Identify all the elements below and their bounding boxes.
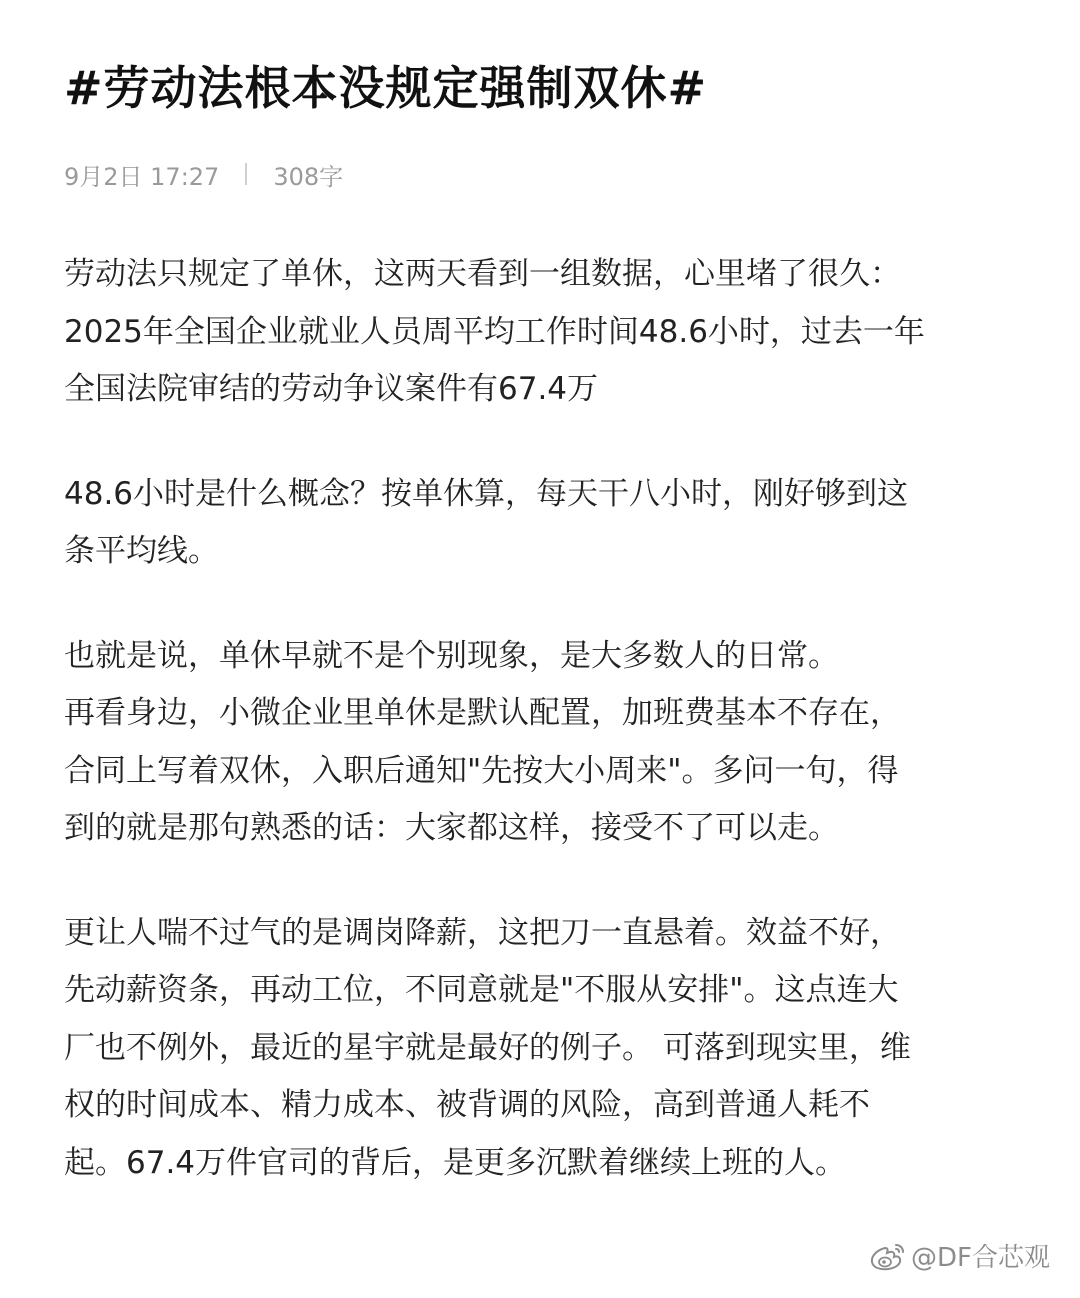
watermark-text: @DF合芯观 [911, 1243, 1050, 1273]
meta-divider [245, 163, 247, 185]
paragraph-1: 劳动法只规定了单休，这两天看到一组数据，心里堵了很久： 2025年全国企业就业人员周平均工作时间48.6小时，过去一年 全国法院审结的劳动争议案件有67.4万 [64, 256, 925, 407]
paragraph-3: 也就是说，单休早就不是个别现象，是大多数人的日常。 再看身边，小微企业里单休是默认配置，加班费基本不存在， 合同上写着双休，入职后通知"先按大小周来"。多问一句，得 到的就是那句熟悉的话：大家都这样，接受不了可以走。 [64, 637, 901, 846]
word-count: 308字 [273, 162, 344, 191]
paragraph-4: 更让人喘不过气的是调岗降薪，这把刀一直悬着。效益不好， 先动薪资条，再动工位，不同意就是"不服从安排"。这点连大 厂也不例外，最近的星宇就是最好的例子。 可落到现实里，维 权的时间成本、精力成本、被背调的风险，高到普通人耗不 起。67.4万件官司的背后，是更多沉默着继续上班的人。 [64, 914, 911, 1181]
weibo-watermark [869, 1237, 1050, 1274]
article-body [64, 246, 1024, 1192]
publish-date: 9月2日 17:27 [64, 162, 220, 191]
article-title: #劳动法根本没规定强制双休# [64, 61, 708, 115]
weibo-icon [869, 1240, 907, 1272]
paragraph-2: 48.6小时是什么概念？按单休算，每天干八小时，刚好够到这 条平均线。 [64, 475, 909, 569]
article [64, 52, 1024, 1240]
article-meta [64, 154, 1024, 194]
